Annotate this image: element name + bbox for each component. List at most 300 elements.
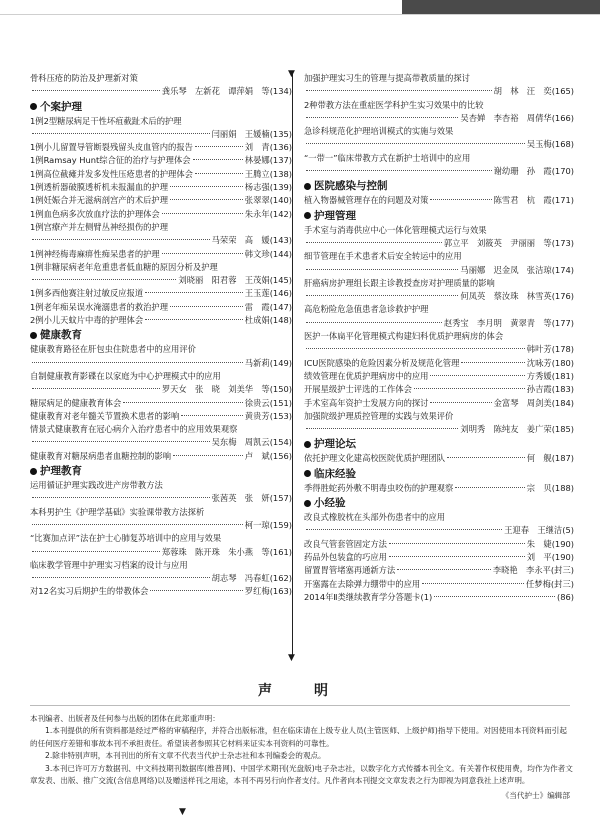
leader-dots <box>170 185 243 187</box>
divider-arrow-bottom-icon: ▼ <box>288 653 295 663</box>
article-title: 糖尿病足的健康教育体会 <box>30 397 122 408</box>
section-heading <box>304 467 574 481</box>
toc-entry[interactable] <box>304 224 574 251</box>
article-title: ICU医院感染的危险因素分析及规范化管理 <box>304 357 460 368</box>
toc-entry-line <box>304 125 574 138</box>
toc-entry-line <box>30 128 292 141</box>
page-number: (137) <box>269 155 292 166</box>
toc-entry[interactable] <box>304 370 574 383</box>
section-heading <box>30 464 292 478</box>
article-authors: 吴玉梅 <box>526 139 552 150</box>
article-title: 运用循证护理实践改进产房带教方法 <box>30 480 163 491</box>
toc-entry-line <box>30 301 292 314</box>
toc-left-column <box>30 72 292 599</box>
toc-entry[interactable] <box>304 72 574 99</box>
page-number: (151) <box>269 397 292 408</box>
toc-entry-line <box>304 578 574 591</box>
page-number: (159) <box>269 519 292 530</box>
toc-entry[interactable] <box>30 261 292 288</box>
toc-entry-line <box>304 397 574 410</box>
article-authors: 张翠翠 <box>244 195 270 206</box>
toc-entry-line <box>30 85 292 98</box>
leader-dots <box>150 589 242 591</box>
toc-entry-line <box>304 264 574 277</box>
toc-entry[interactable] <box>30 301 292 314</box>
article-title: 健康教育对老年髓关节置换术患者的影响 <box>30 410 180 421</box>
article-authors: 陈雪君 杭 霞 <box>493 195 552 206</box>
article-authors: 任梦梅 <box>526 578 551 589</box>
leader-dots <box>306 347 525 349</box>
leader-dots <box>306 142 525 144</box>
toc-entry[interactable] <box>304 152 574 179</box>
leader-dots <box>430 401 491 403</box>
toc-entry-line <box>304 85 574 98</box>
toc-entry-line <box>304 303 574 316</box>
leader-dots <box>195 145 243 147</box>
toc-entry[interactable] <box>304 591 574 604</box>
toc-entry-line <box>30 423 292 436</box>
toc-entry-line <box>304 357 574 370</box>
page-number: (190) <box>551 538 574 549</box>
toc-entry[interactable] <box>304 330 574 357</box>
leader-dots <box>145 318 243 320</box>
toc-entry-line <box>304 423 574 436</box>
toc-entry-line <box>304 330 574 343</box>
article-authors: 柯一琼 <box>244 519 270 530</box>
announcement-paragraph-3: 3.本刊已许可万方数据刊、中文科技期刊数据库(维普网)、中国学术期刊(光盘版)电子杂志社，以数字化方式传播本刊全文。有关著作权使用费，均作为作者文章发表、出版、推广交流(含信息网络)以及赠送样刊之用途，本刊不再另行向作者支付。凡作者向本刊提交文章发表之行为即视为同意我社上述声明。 <box>30 763 573 786</box>
toc-entry-line <box>304 224 574 237</box>
bullet-icon <box>304 183 311 190</box>
leader-dots <box>32 576 210 578</box>
article-title: 依托护理文化建高校医院优质护理团队 <box>304 453 446 464</box>
article-authors: 张茜英 张 妍 <box>211 493 270 504</box>
page-number: (161) <box>269 546 292 557</box>
toc-entry-line <box>304 343 574 356</box>
toc-entry[interactable] <box>30 181 292 194</box>
article-authors: 林晏娜 <box>244 155 270 166</box>
section-title: 护理教育 <box>40 465 82 478</box>
leader-dots <box>32 361 243 363</box>
article-authors: 徐贵云 <box>244 397 270 408</box>
article-title: “一带一”临床带教方式在新护士培训中的应用 <box>304 152 471 163</box>
toc-entry[interactable] <box>30 585 292 598</box>
article-authors: 马荣荣 高 媛 <box>211 235 270 246</box>
article-title: 1例非糖尿病老年危重患者低血糖的原因分析及护理 <box>30 261 218 272</box>
page-number: (147) <box>269 301 292 312</box>
toc-entry-line <box>30 519 292 532</box>
page-number: (154) <box>269 437 292 448</box>
section-heading <box>304 209 574 223</box>
page-number: (封三) <box>550 565 574 576</box>
toc-entry[interactable] <box>304 538 574 551</box>
article-authors: 刘 青 <box>244 142 270 153</box>
article-title: 手术室与消毒供应中心一体化管理模式运行与效果 <box>304 224 487 235</box>
page-number: (148) <box>269 315 292 326</box>
page-number: (162) <box>269 573 292 584</box>
leader-dots <box>195 172 243 174</box>
toc-entry[interactable] <box>30 208 292 221</box>
toc-entry-line <box>30 383 292 396</box>
announcement-paragraph-2: 2.除非特别声明，本刊刊出的所有文章不代表当代护士杂志社和本刊编委会的观点。 <box>45 751 326 761</box>
leader-dots <box>32 238 210 240</box>
page-number: (187) <box>551 453 574 464</box>
toc-entry-line <box>304 591 574 604</box>
article-authors: 王迎春 王继洁 <box>504 525 563 536</box>
toc-entry-line <box>30 546 292 559</box>
leader-dots <box>162 252 243 254</box>
section-title: 健康教育 <box>40 329 82 342</box>
section-title: 医院感染与控制 <box>314 180 388 193</box>
toc-entry[interactable] <box>304 357 574 370</box>
toc-entry[interactable] <box>30 115 292 142</box>
toc-entry[interactable] <box>304 410 574 437</box>
toc-entry-line <box>30 181 292 194</box>
page-number: (165) <box>551 86 574 97</box>
toc-entry-line <box>30 274 292 287</box>
article-authors: 龚乐琴 左新花 谭萍娟 等 <box>161 86 270 97</box>
toc-entry[interactable] <box>30 450 292 463</box>
toc-entry-line <box>30 234 292 247</box>
section-heading <box>304 437 574 451</box>
page-header-bar <box>0 0 600 22</box>
article-title: 2种带教方法在重症医学科护生实习效果中的比较 <box>304 99 484 110</box>
page-number: (190) <box>551 551 574 562</box>
toc-entry[interactable] <box>30 479 292 506</box>
section-heading <box>304 179 574 193</box>
article-title: 临床教学管理中护理实习档案的设计与应用 <box>30 559 188 570</box>
toc-entry-line <box>30 410 292 423</box>
toc-entry-line <box>304 152 574 165</box>
article-authors: 金富琴 周剑美 <box>493 397 552 408</box>
toc-entry-line <box>304 290 574 303</box>
header-gray-block <box>402 0 600 14</box>
article-title: 肝癌病房护理组长跟主诊教授查房对护理质量的影响 <box>304 277 495 288</box>
leader-dots <box>455 486 524 488</box>
leader-dots <box>32 89 160 91</box>
toc-entry[interactable] <box>30 248 292 261</box>
article-authors: 赵秀宝 李月明 黄翠青 等 <box>443 317 552 328</box>
article-authors: 孙吉霞 <box>526 384 552 395</box>
article-authors: 王玉莲 <box>244 288 270 299</box>
article-title: 1例老年痴呆误水淹溺患者的救治护理 <box>30 301 169 312</box>
toc-entry-line <box>30 357 292 370</box>
article-title: 1例小儿留置导管断裂残留头皮血管内的报告 <box>30 142 193 153</box>
leader-dots <box>32 523 243 525</box>
article-title: 细节管理在手术患者术后安全转运中的应用 <box>304 251 462 262</box>
page-number: (170) <box>551 166 574 177</box>
toc-entry-line <box>304 72 574 85</box>
article-authors: 韩文珍 <box>244 248 270 259</box>
toc-entry[interactable] <box>304 564 574 577</box>
article-authors: 杜成娟 <box>244 315 270 326</box>
article-authors: 马新莉 <box>244 357 270 368</box>
article-authors: 马丽娜 迟金凤 张洁琼 <box>460 264 552 275</box>
leader-dots <box>447 456 525 458</box>
article-title: 1例透析器破膜透析机未报漏血的护理 <box>30 182 169 193</box>
article-authors: 郭立平 刘筱英 尹丽丽 等 <box>443 237 552 248</box>
toc-entry[interactable] <box>304 452 574 465</box>
page-number: (136) <box>269 142 292 153</box>
article-authors: 刘明秀 陈纯友 姜广荣 <box>460 424 552 435</box>
page-number: (134) <box>269 86 292 97</box>
page-number: (185) <box>551 424 574 435</box>
article-title: 2014年Ⅱ类继续教育学分答题卡(1) <box>304 591 433 602</box>
leader-dots <box>389 542 525 544</box>
bullet-icon <box>30 103 37 110</box>
toc-entry-line <box>304 165 574 178</box>
page-number: (178) <box>551 344 574 355</box>
page-number: (177) <box>551 317 574 328</box>
toc-entry-line <box>30 436 292 449</box>
article-authors: 卢 斌 <box>244 450 270 461</box>
toc-entry-line <box>30 492 292 505</box>
bullet-icon <box>304 441 311 448</box>
article-authors: 雷 霞 <box>244 301 270 312</box>
toc-entry-line <box>30 287 292 300</box>
toc-entry[interactable] <box>30 168 292 181</box>
page-number: (140) <box>269 195 292 206</box>
leader-dots <box>32 440 210 442</box>
page-number: (139) <box>269 182 292 193</box>
leader-dots <box>306 116 458 118</box>
toc-entry[interactable] <box>30 287 292 300</box>
leader-dots <box>173 454 243 456</box>
toc-entry[interactable] <box>304 99 574 126</box>
toc-entry-line <box>304 482 574 495</box>
article-authors: 罗红梅 <box>244 586 270 597</box>
article-title: 改良式橡胶枕在头部外伤患者中的应用 <box>304 512 446 523</box>
page-number: (181) <box>551 370 574 381</box>
article-authors: 王腾立 <box>244 168 270 179</box>
toc-entry-line <box>304 237 574 250</box>
leader-dots <box>306 241 442 243</box>
page-number: (86) <box>556 591 574 602</box>
article-title: 加强院级护理质控管理的实践与效果评价 <box>304 410 454 421</box>
article-title: 医护一体扁平化管理模式构建妇科优质护理病房的体会 <box>304 331 504 342</box>
article-title: 1例血色病多次放血疗法的护理体会 <box>30 208 160 219</box>
article-title: 药品外包装盒的巧应用 <box>304 551 387 562</box>
toc-entry[interactable] <box>304 482 574 495</box>
announcement-rule <box>30 705 570 706</box>
toc-entry[interactable] <box>30 423 292 450</box>
article-authors: 胡志琴 冯春虹 <box>211 573 270 584</box>
toc-entry[interactable] <box>30 559 292 586</box>
page-number: (157) <box>269 493 292 504</box>
toc-entry[interactable] <box>304 397 574 410</box>
article-authors: 杨志强 <box>244 182 270 193</box>
article-authors: 方秀媛 <box>526 370 552 381</box>
toc-entry[interactable] <box>304 511 574 538</box>
article-authors: 李晓艳 李永平 <box>492 565 551 576</box>
page-number: (153) <box>269 410 292 421</box>
toc-entry-line <box>304 551 574 564</box>
article-title: 改良气管套管固定方法 <box>304 538 387 549</box>
continue-arrow-icon: ▼ <box>179 807 186 817</box>
article-title: 1例多西他赛注射过敏反应报道 <box>30 288 144 299</box>
leader-dots <box>123 401 243 403</box>
toc-entry[interactable] <box>304 277 574 304</box>
article-title: 绩效管理在优质护理病房中的应用 <box>304 370 429 381</box>
toc-entry-line <box>304 99 574 112</box>
toc-entry[interactable] <box>30 221 292 248</box>
page-number: (173) <box>551 237 574 248</box>
article-title: 1例高位截瘫并发多发性压疮患者的护理体会 <box>30 168 193 179</box>
toc-entry-line <box>30 115 292 128</box>
page-number: (142) <box>269 208 292 219</box>
page-number: (171) <box>551 195 574 206</box>
announcement-signature: 《当代护士》编辑部 <box>501 791 570 801</box>
section-heading <box>30 328 292 342</box>
article-title: 急诊科规范化护理培训模式的实施与效果 <box>304 126 454 137</box>
toc-entry[interactable] <box>30 532 292 559</box>
leader-dots <box>181 414 242 416</box>
toc-entry[interactable] <box>30 397 292 410</box>
toc-entry[interactable] <box>304 383 574 396</box>
toc-entry-line <box>30 559 292 572</box>
toc-right-column <box>304 72 574 604</box>
section-title: 临床经验 <box>314 467 356 480</box>
page-number: (145) <box>269 275 292 286</box>
article-title: 高危粉险危急值患者急诊救护护理 <box>304 304 429 315</box>
page-number: (156) <box>269 450 292 461</box>
toc-entry-line <box>30 343 292 356</box>
toc-entry[interactable] <box>304 578 574 591</box>
toc-entry[interactable] <box>304 250 574 277</box>
leader-dots <box>32 387 160 389</box>
toc-entry[interactable] <box>304 551 574 564</box>
article-title: 2例小儿天蚊片中毒的护理体会 <box>30 315 144 326</box>
toc-entry-line <box>30 370 292 383</box>
toc-entry[interactable] <box>30 72 292 99</box>
article-title: 开塞露在去除弹力绷带中的应用 <box>304 578 421 589</box>
page-number: (138) <box>269 168 292 179</box>
page-number: (174) <box>551 264 574 275</box>
article-title: 留置胃管堵塞再通新方法 <box>304 565 396 576</box>
article-authors: 朱永年 <box>244 208 270 219</box>
article-title: 情景式健康教育在冠心病介入治疗患者中的应用效果观察 <box>30 424 238 435</box>
page-number: (163) <box>269 586 292 597</box>
article-authors: 吴东梅 周凯云 <box>211 437 270 448</box>
bullet-icon <box>304 470 311 477</box>
leader-dots <box>193 158 243 160</box>
leader-dots <box>32 550 160 552</box>
page-number: (168) <box>551 139 574 150</box>
toc-entry-line <box>304 524 574 537</box>
article-title: 对12名实习后期护生的带教体会 <box>30 586 149 597</box>
article-title: 1例神经梅毒麻痹性痴呆患者的护理 <box>30 248 160 259</box>
article-title: 开展星级护士评选的工作体会 <box>304 384 412 395</box>
toc-entry[interactable] <box>30 314 292 327</box>
toc-entry-line <box>304 410 574 423</box>
article-authors: 谢幼珊 孙 霞 <box>493 166 552 177</box>
section-heading <box>304 496 574 510</box>
toc-entry-line <box>30 314 292 327</box>
article-authors: 朱 婕 <box>526 538 552 549</box>
bullet-icon <box>304 500 311 507</box>
article-authors: 韩叶芳 <box>526 344 552 355</box>
leader-dots <box>414 387 525 389</box>
article-title: 骨科压疮的防治及护理新对策 <box>30 73 138 83</box>
leader-dots <box>306 169 492 171</box>
toc-entry[interactable] <box>304 303 574 330</box>
column-divider <box>292 74 293 658</box>
toc-entry-line <box>304 452 574 465</box>
page-number: (143) <box>269 235 292 246</box>
article-title: “比赛加点评”法在护士心肺复苏培训中的应用与效果 <box>30 533 222 544</box>
article-title: 1例宫療产并左侧臂丛神经损伤的护理 <box>30 221 169 232</box>
section-title: 小经验 <box>314 497 346 510</box>
page-number: (180) <box>551 357 574 368</box>
toc-entry-line <box>30 154 292 167</box>
page-number: (166) <box>551 112 574 123</box>
article-authors: 刘晓丽 阳君蓉 王茂娟 <box>178 275 270 286</box>
leader-dots <box>306 89 492 91</box>
page-number: (150) <box>269 384 292 395</box>
leader-dots <box>461 361 524 363</box>
bullet-icon <box>30 468 37 475</box>
leader-dots <box>306 528 502 530</box>
announcement-intro: 本刊编者、出版者及任何参与出版的团体在此郑重声明： <box>30 714 220 723</box>
article-authors: 何 舰 <box>526 453 552 464</box>
toc-entry[interactable] <box>30 410 292 423</box>
toc-entry-line <box>304 112 574 125</box>
toc-entry[interactable] <box>304 125 574 152</box>
leader-dots <box>306 427 458 429</box>
article-title: 加强护理实习生的管理与提高带教质量的探讨 <box>304 73 470 83</box>
announcement-title: 声 明 <box>258 683 342 699</box>
leader-dots <box>32 132 210 134</box>
article-authors: 黄贵芳 <box>244 410 270 421</box>
leader-dots <box>306 321 442 323</box>
toc-entry[interactable] <box>30 141 292 154</box>
leader-dots <box>389 555 525 557</box>
article-title: 1例妊娠合并无滋病剖宫产的术后护理 <box>30 195 169 206</box>
toc-entry-line <box>304 194 574 207</box>
article-authors: 郑蓉珠 陈开珠 朱小燕 等 <box>161 546 270 557</box>
article-title: 季得胜蛇药外敷不明毒虫咬伤的护理观察 <box>304 482 454 493</box>
toc-entry-line <box>304 370 574 383</box>
page-number: (184) <box>551 397 574 408</box>
bullet-icon <box>30 332 37 339</box>
article-authors: 刘 平 <box>526 551 552 562</box>
page-number: (146) <box>269 288 292 299</box>
leader-dots <box>434 595 555 597</box>
section-title: 护理管理 <box>314 209 356 222</box>
leader-dots <box>422 582 524 584</box>
article-authors: 罗天女 张 晓 刘美华 等 <box>161 384 270 395</box>
toc-entry-line <box>30 194 292 207</box>
toc-entry-line <box>304 383 574 396</box>
page-number: (封三) <box>550 578 574 589</box>
toc-entry[interactable] <box>30 343 292 370</box>
article-title: 自制健康教育影碟在以家庭为中心护理模式中的应用 <box>30 370 221 381</box>
toc-entry-line <box>30 221 292 234</box>
leader-dots <box>430 198 491 200</box>
page-number: (149) <box>269 357 292 368</box>
article-title: 健康教育对糖尿病患者血糖控制的影响 <box>30 450 172 461</box>
page-number: (188) <box>551 482 574 493</box>
bullet-icon <box>304 212 311 219</box>
leader-dots <box>430 374 524 376</box>
toc-entry[interactable] <box>30 506 292 533</box>
toc-entry[interactable] <box>30 154 292 167</box>
page-number: (176) <box>551 291 574 302</box>
leader-dots <box>170 305 243 307</box>
toc-entry-line <box>30 532 292 545</box>
toc-entry[interactable] <box>30 370 292 397</box>
toc-entry[interactable] <box>30 194 292 207</box>
toc-entry[interactable] <box>304 194 574 207</box>
